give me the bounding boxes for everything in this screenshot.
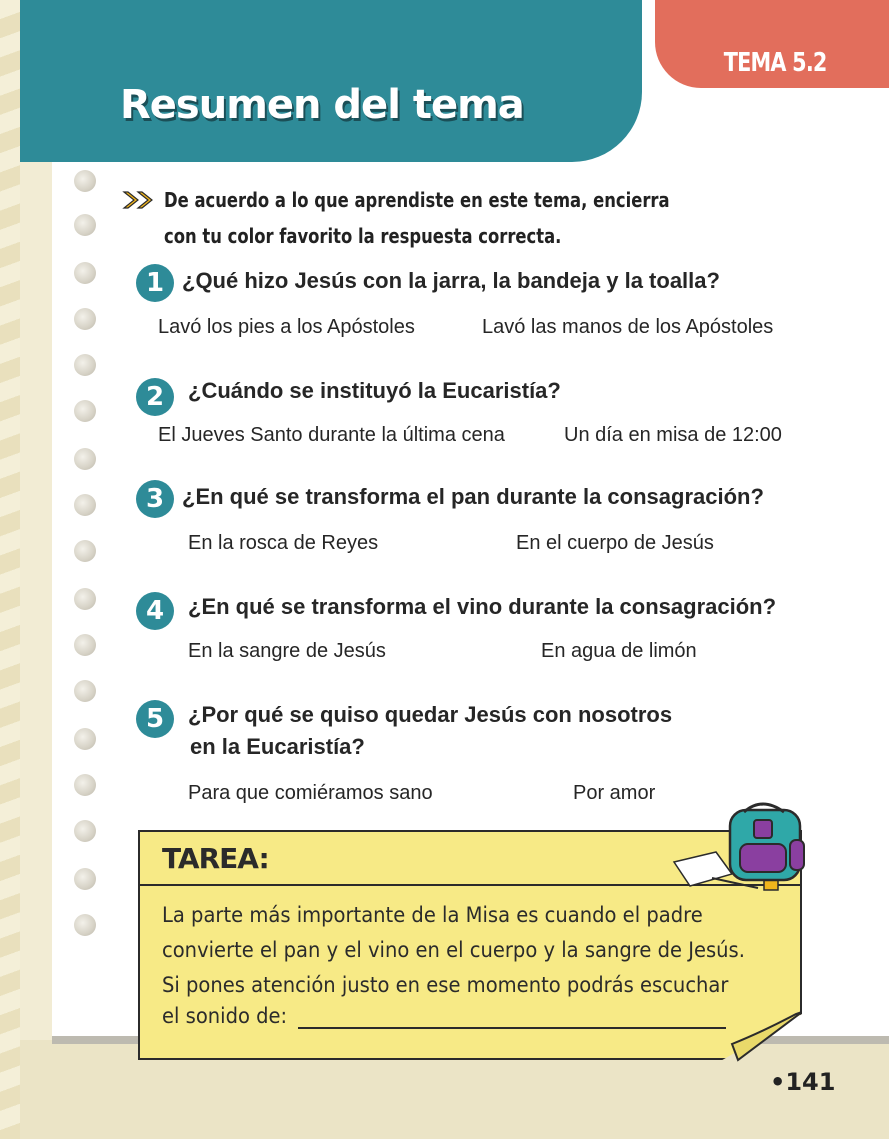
backpack-icon [672, 800, 812, 896]
question-text: ¿En qué se transforma el pan durante la consagración? [182, 484, 764, 509]
binder-ring [74, 262, 96, 284]
question-number: 4 [136, 592, 174, 630]
binder-ring [74, 214, 96, 236]
answer-blank-line[interactable] [298, 1027, 726, 1029]
answer-option[interactable]: En agua de limón [541, 640, 697, 662]
binder-ring [74, 494, 96, 516]
page-number: •141 [770, 1068, 836, 1096]
binder-ring [74, 728, 96, 750]
question-number: 1 [136, 264, 174, 302]
left-edge-texture [0, 0, 20, 1139]
binder-ring [74, 308, 96, 330]
header-band [20, 0, 642, 162]
question-number: 3 [136, 480, 174, 518]
binder-ring [74, 540, 96, 562]
tema-tab [655, 0, 889, 88]
binder-ring [74, 634, 96, 656]
question-text: ¿Qué hizo Jesús con la jarra, la bandeja y la toalla? [182, 268, 720, 293]
answer-option[interactable]: En la rosca de Reyes [188, 532, 379, 554]
answer-option[interactable]: El Jueves Santo durante la última cena [158, 424, 505, 446]
answer-option[interactable]: Lavó los pies a los Apóstoles [158, 316, 415, 338]
answer-option[interactable]: En el cuerpo de Jesús [516, 532, 714, 554]
tarea-text: La parte más importante de la Misa es cuando el padre convierte el pan y el vino en el cuerpo y la sangre de Jesús. Si pones atención justo en ese momento podrás escuchar [162, 903, 745, 997]
question-text: ¿Cuándo se instituyó la Eucaristía? [188, 378, 561, 403]
question-text: en la Eucaristía? [190, 734, 365, 759]
page-margin [20, 160, 52, 1040]
binder-ring [74, 774, 96, 796]
note-fold-corner [722, 1010, 802, 1062]
tarea-last-line: el sonido de: [162, 1004, 288, 1028]
binder-ring [74, 868, 96, 890]
binder-ring [74, 914, 96, 936]
page-title: Resumen del tema [120, 82, 524, 128]
answer-option[interactable]: Por amor [573, 782, 656, 804]
instruction-text: De acuerdo a lo que aprendiste en este tema, encierra con tu color favorito la respuesta correcta. [164, 188, 670, 248]
answer-option[interactable]: Lavó las manos de los Apóstoles [482, 316, 774, 338]
question-text: ¿Por qué se quiso quedar Jesús con nosotros [188, 702, 673, 727]
binder-ring [74, 448, 96, 470]
answer-option[interactable]: En la sangre de Jesús [188, 640, 386, 662]
binder-ring [74, 588, 96, 610]
question-number: 2 [136, 378, 174, 416]
tema-label: TEMA 5.2 [724, 48, 827, 78]
answer-option[interactable]: Para que comiéramos sano [188, 782, 433, 804]
binder-ring [74, 354, 96, 376]
question-text: ¿En qué se transforma el vino durante la consagración? [188, 594, 777, 619]
answer-option[interactable]: Un día en misa de 12:00 [564, 424, 782, 446]
question-number: 5 [136, 700, 174, 738]
binder-ring [74, 680, 96, 702]
tarea-title: TAREA: [162, 842, 269, 875]
binder-ring [74, 170, 96, 192]
double-chevron-icon [122, 190, 156, 210]
binder-ring [74, 400, 96, 422]
binder-ring [74, 820, 96, 842]
